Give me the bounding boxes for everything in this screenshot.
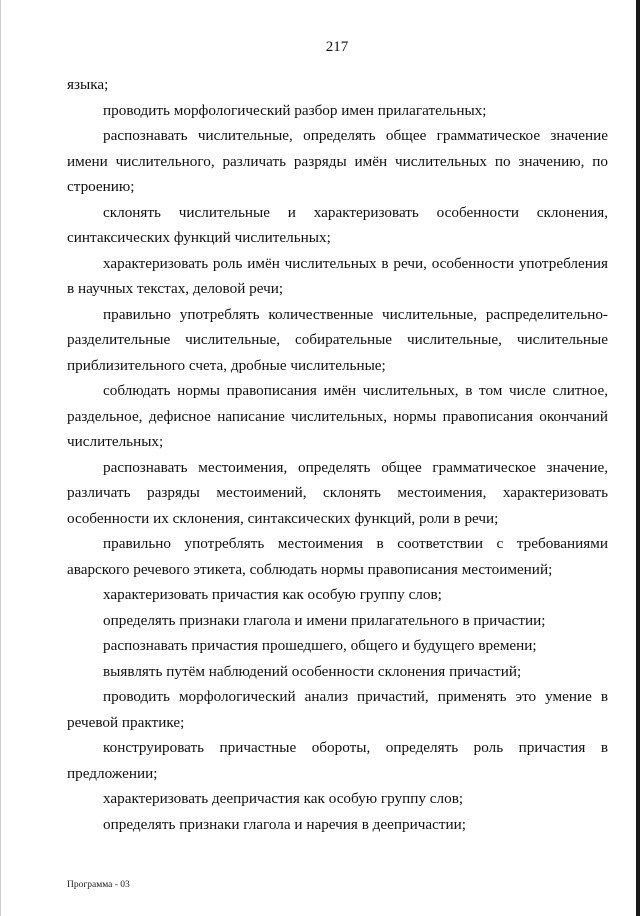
scan-edge-right (636, 0, 640, 916)
paragraph: распознавать числительные, определять общее грамматическое значение имени числительного, различать разряды имён числительных по значению, по строению; (67, 127, 608, 195)
paragraph: проводить морфологический анализ причастий, применять это умение в речевой практике; (67, 688, 608, 731)
paragraph: распознавать причастия прошедшего, общего и будущего времени; (103, 637, 537, 654)
paragraph: соблюдать нормы правописания имён числительных, в том числе слитное, раздельное, дефисное написание числительных, нормы правописания окончаний числительных; (67, 382, 608, 450)
paragraph: проводить морфологический разбор имен прилагательных; (103, 101, 487, 119)
paragraph: выявлять путём наблюдений особенности склонения причастий; (103, 662, 522, 680)
paragraph: характеризовать роль имён числительных в речи, особенности употребления в научных текстах, деловой речи; (67, 254, 608, 297)
document-body (67, 72, 608, 837)
paragraph: определять признаки глагола и имени прилагательного в причастии; (103, 611, 546, 629)
paragraph: определять признаки глагола и наречия в деепричастии; (103, 815, 466, 833)
paragraph-continuation: языка; (67, 76, 109, 93)
scan-edge-left (0, 0, 1, 916)
paragraph: распознавать местоимения, определять общее грамматическое значение, различать разряды местоимений, склонять местоимения, характеризовать особенности их склонения, синтаксических функций, роли в речи; (67, 458, 608, 527)
footer-label: Программа - 03 (67, 880, 130, 890)
paragraph: правильно употреблять количественные числительные, распределительно-разделительные числительные, собирательные числительные, числительные приблизительного счета, дробные числительные; (67, 305, 608, 374)
page-number: 217 (325, 39, 349, 55)
paragraph: характеризовать деепричастия как особую группу слов; (103, 790, 464, 807)
paragraph: склонять числительные и характеризовать особенности склонения, синтаксических функций числительных; (67, 203, 608, 246)
paragraph: конструировать причастные обороты, определять роль причастия в предложении; (67, 739, 608, 782)
paragraph: правильно употреблять местоимения в соответствии с требованиями аварского речевого этикета, соблюдать нормы правописания местоимений; (67, 535, 608, 578)
paragraph: характеризовать причастия как особую группу слов; (103, 586, 442, 603)
